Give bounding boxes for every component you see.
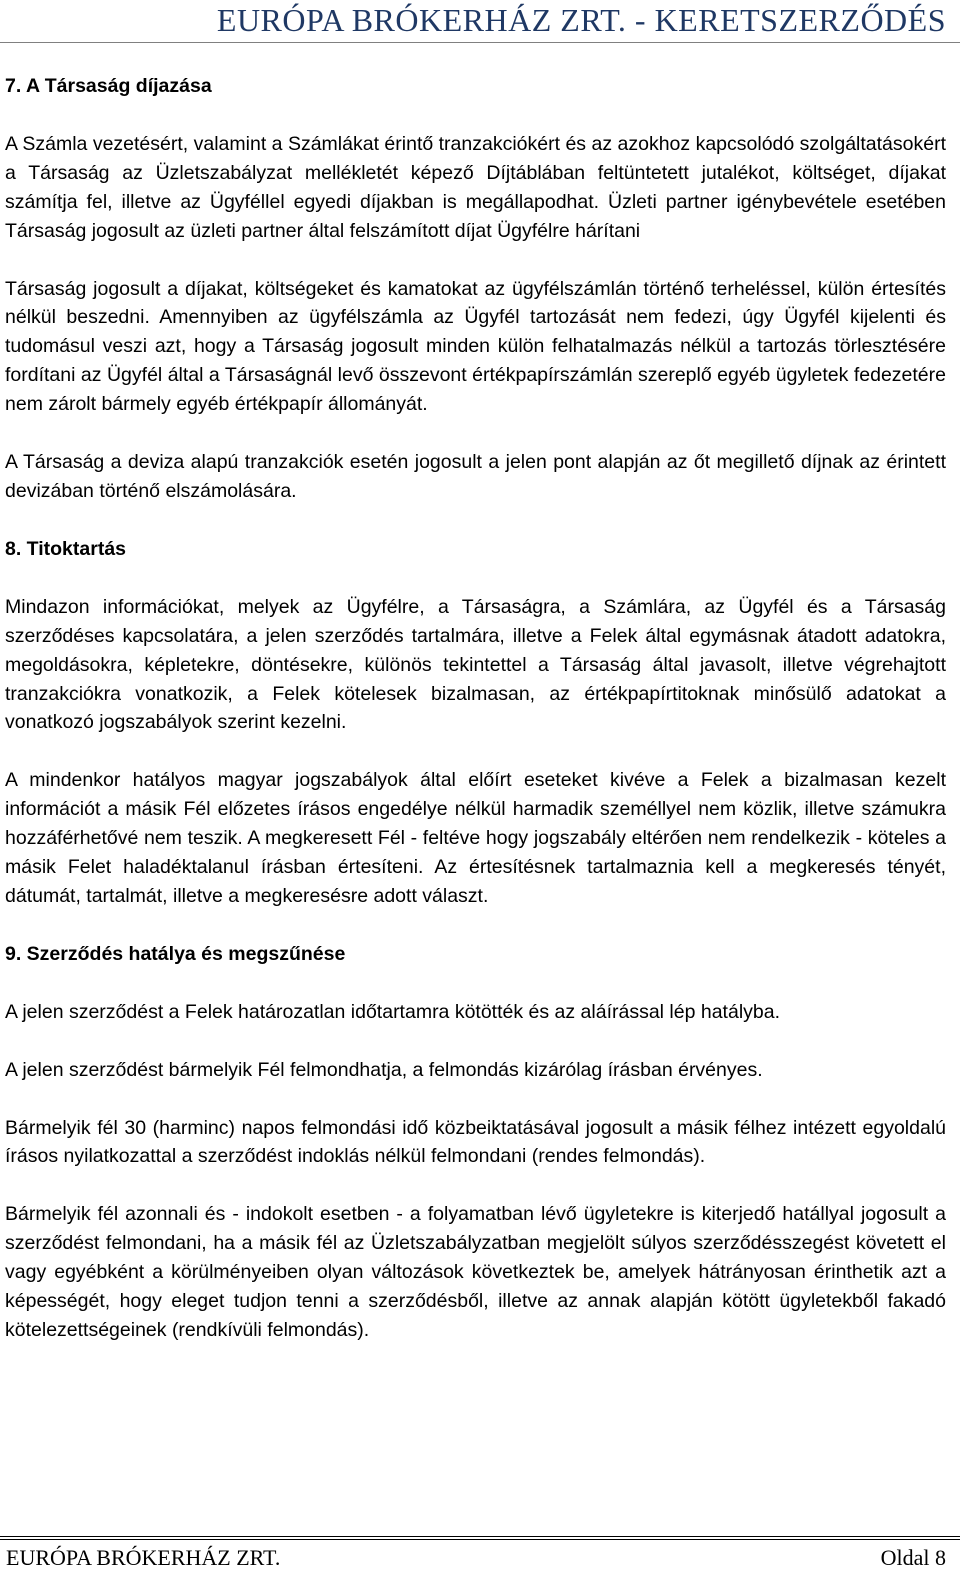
section-fees [5, 72, 946, 506]
paragraph: A Társaság a deviza alapú tranzakciók esetén jogosult a jelen pont alapján az őt megillető díjnak az érintett devizában történő elszámolására. [5, 451, 946, 502]
page-footer [0, 1530, 960, 1580]
section-heading: 9. Szerződés hatálya és megszűnése [5, 942, 346, 965]
paragraph: Mindazon információkat, melyek az Ügyfélre, a Társaságra, a Számlára, az Ügyfél és a Társaság szerződéses kapcsolatára, a jelen szerződés tartalmára, illetve a Felek által egymásnak átadott adatokra, megoldásokra, képletekre, döntésekre, különös tekintettel a Társaság által javasolt, illetve végrehajtott tranzakciókra vonatkozik, a Felek kötelesek bizalmasan, az értékpapírtitoknak minősülő adatokat a vonatkozó jogszabályok szerint kezelni. [5, 595, 946, 734]
footer-divider [0, 1536, 960, 1537]
paragraph: Bármelyik fél azonnali és - indokolt esetben - a folyamatban lévő ügyletekre is kiterjedő hatállyal jogosult a szerződést felmondani, ha a másik fél az Üzletszabályzatban megjelölt súlyos szerződésszegést követett el vagy egyébként a körülményeiben olyan változások következtek be, amelyek hátrányosan érinthetik azt a képességét, hogy eleget tudjon tenni a szerződésből, illetve az annak alapján kötött ügyletekből fakadó kötelezettségeinek (rendkívüli felmondás). [5, 1203, 946, 1341]
footer-divider-double [0, 1539, 960, 1540]
paragraph: Társaság jogosult a díjakat, költségeket és kamatokat az ügyfélszámlán történő terheléssel, külön értesítés nélkül beszedni. Amennyiben az ügyfélszámla az Ügyfél tartozását nem fedezi, úgy Ügyfél kijelenti és tudomásul veszi azt, hogy a Társaság jogosult minden külön felhatalmazás nélkül a tartozás törlesztésére fordítani az Ügyfél által a Társaságnál levő összevont értékpapírszámlán szereplő egyéb ügyletek fedezetére nem zárolt bármely egyéb értékpapír állományát. [5, 277, 946, 416]
header-divider [0, 42, 960, 43]
section-confidentiality [5, 535, 946, 911]
page-number: Oldal 8 [880, 1545, 946, 1570]
document-body [5, 72, 946, 1374]
header-title: EURÓPA BRÓKERHÁZ ZRT. - KERETSZERZŐDÉS [216, 2, 946, 38]
paragraph: A jelen szerződést bármelyik Fél felmondhatja, a felmondás kizárólag írásban érvényes. [5, 1058, 763, 1081]
section-term-termination [5, 940, 946, 1345]
section-heading: 8. Titoktartás [5, 537, 127, 560]
paragraph: A jelen szerződést a Felek határozatlan időtartamra kötötték és az aláírással lép hatályba. [5, 1000, 781, 1023]
paragraph: Bármelyik fél 30 (harminc) napos felmondási idő közbeiktatásával jogosult a másik félhez intézett egyoldalú írásos nyilatkozattal a szerződést indoklás nélkül felmondani (rendes felmondás). [5, 1116, 946, 1168]
page-header [0, 0, 960, 44]
paragraph: A Számla vezetésért, valamint a Számlákat érintő tranzakciókért és az azokhoz kapcsolódó szolgáltatásokért a Társaság az Üzletszabályzat mellékletét képező Díjtáblában feltüntetett jutalékot, költséget, díjakat számítja fel, illetve az Ügyféllel egyedi díjakban is megállapodhat. Üzleti partner igénybevétele esetében Társaság jogosult az üzleti partner által felszámított díjat Ügyfélre hárítani [5, 132, 946, 242]
footer-company: EURÓPA BRÓKERHÁZ ZRT. [6, 1545, 281, 1570]
paragraph: A mindenkor hatályos magyar jogszabályok által előírt eseteket kivéve a Felek a bizalmasan kezelt információt a másik Fél előzetes írásos engedélye nélkül harmadik személlyel nem közlik, illetve számukra hozzáférhetővé nem teszik. A megkeresett Fél - feltéve hogy jogszabály eltérően nem rendelkezik - köteles a másik Felet haladéktalanul írásban értesíteni. Az értesítésnek tartalmaznia kell a megkeresés tényét, dátumát, tartalmát, illetve a megkeresésre adott választ. [5, 769, 946, 907]
section-heading: 7. A Társaság díjazása [5, 75, 212, 97]
